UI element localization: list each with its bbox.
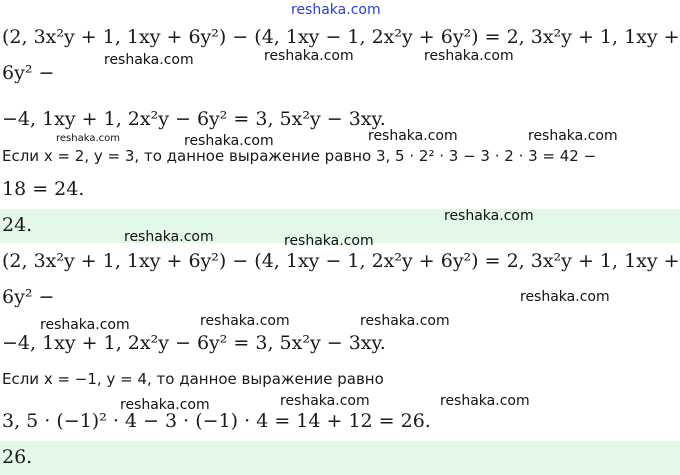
watermark: reshaka.com [284, 233, 374, 249]
watermark: reshaka.com [280, 393, 370, 409]
watermark: reshaka.com [520, 289, 610, 305]
substitution-line-1: Если x = 2, y = 3, то данное выражение равно 3, 5 · 2² · 3 − 3 · 2 · 3 = 42 − [2, 147, 597, 165]
watermark: reshaka.com [124, 229, 214, 245]
equation-line-5: 6y² − [2, 286, 55, 308]
substitution-line-2: Если x = −1, y = 4, то данное выражение равно [2, 370, 384, 388]
equation-line-1: (2, 3x²y + 1, 1xy + 6y²) − (4, 1xy − 1, 2x²y + 6y²) = 2, 3x²y + 1, 1xy + [2, 26, 680, 48]
watermark: reshaka.com [184, 133, 274, 149]
equation-line-4: (2, 3x²y + 1, 1xy + 6y²) − (4, 1xy − 1, 2x²y + 6y²) = 2, 3x²y + 1, 1xy + [2, 250, 680, 272]
watermark: reshaka.com [368, 128, 458, 144]
result-line-1: 18 = 24. [2, 178, 85, 200]
answer-1: 24. [2, 214, 33, 236]
equation-line-2: 6y² − [2, 62, 55, 84]
watermark: reshaka.com [424, 48, 514, 64]
watermark: reshaka.com [56, 133, 120, 144]
equation-line-6: −4, 1xy + 1, 2x²y − 6y² = 3, 5x²y − 3xy. [2, 332, 386, 354]
watermark: reshaka.com [360, 313, 450, 329]
watermark-top: reshaka.com [291, 2, 381, 18]
watermark: reshaka.com [104, 52, 194, 68]
watermark: reshaka.com [444, 208, 534, 224]
watermark: reshaka.com [200, 313, 290, 329]
watermark: reshaka.com [528, 128, 618, 144]
watermark: reshaka.com [440, 393, 530, 409]
answer-2: 26. [2, 446, 33, 468]
watermark: reshaka.com [264, 48, 354, 64]
result-line-2: 3, 5 · (−1)² · 4 − 3 · (−1) · 4 = 14 + 12 = 26. [2, 410, 431, 432]
watermark: reshaka.com [40, 317, 130, 333]
watermark: reshaka.com [120, 397, 210, 413]
answer-band-2 [0, 441, 680, 475]
equation-line-3: −4, 1xy + 1, 2x²y − 6y² = 3, 5x²y − 3xy. [2, 108, 386, 130]
